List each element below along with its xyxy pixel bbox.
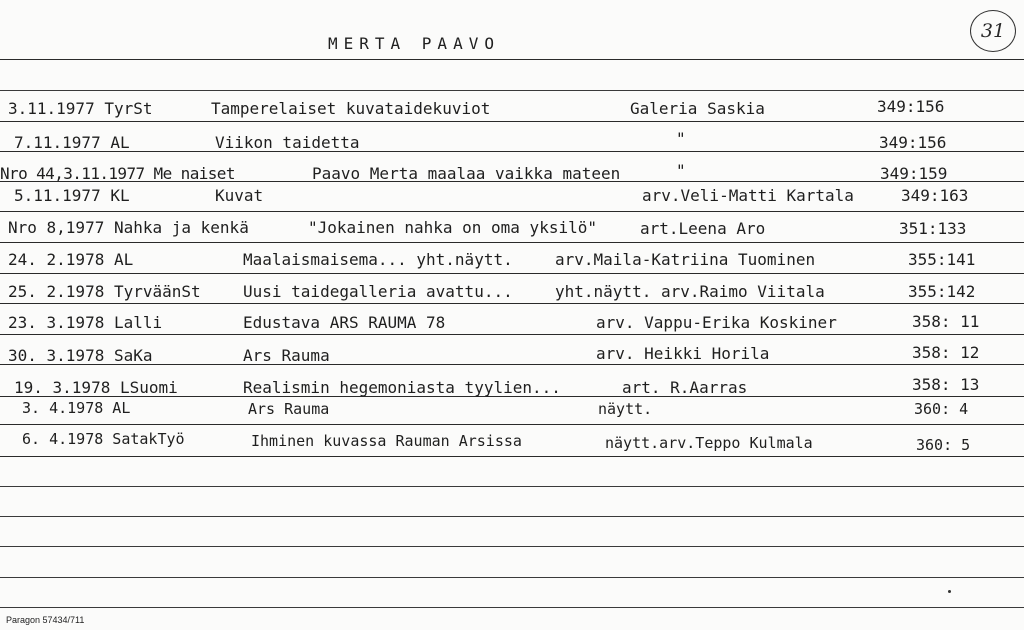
entry-date-source: 23. 3.1978 Lalli [8,313,163,332]
ruled-line [0,211,1024,212]
ruled-line [0,151,1024,152]
entry-ref: 349:163 [901,186,969,205]
entry-ref: 358: 12 [912,343,980,362]
entry-ref: 351:133 [899,219,967,238]
ink-dot [948,590,951,593]
entry-title: Ars Rauma [243,346,330,365]
entry-note: arv. Vappu-Erika Koskiner [596,313,837,332]
entry-title: Uusi taidegalleria avattu... [243,282,513,301]
ruled-line [0,242,1024,243]
entry-ref: 355:142 [908,282,976,301]
entry-ref: 355:141 [908,250,976,269]
entry-title: Kuvat [215,186,264,205]
entry-title: "Jokainen nahka on oma yksilö" [308,218,597,237]
entry-ref: 349:156 [879,133,947,152]
entry-note: " [676,129,686,148]
entry-title: Edustava ARS RAUMA 78 [243,313,446,332]
entry-date-source: 19. 3.1978 LSuomi [14,378,178,397]
entry-note: arv.Veli-Matti Kartala [642,186,854,205]
ruled-line [0,303,1024,304]
entry-ref: 349:156 [877,97,945,116]
ruled-line [0,516,1024,517]
entry-title: Ars Rauma [248,400,330,418]
card-title: MERTA PAAVO [328,34,500,53]
entry-ref: 358: 13 [912,375,980,394]
ruled-line [0,577,1024,578]
printer-mark: Paragon 57434/711 [6,615,85,625]
ruled-line [0,273,1024,274]
entry-title: Paavo Merta maalaa vaikka mateen [312,164,621,183]
entry-date-source: 3. 4.1978 AL [22,399,131,417]
ruled-line [0,607,1024,608]
entry-date-source: 3.11.1977 TyrSt [8,99,153,118]
entry-date-source: Nro 8,1977 Nahka ja kenkä [8,218,249,237]
entry-note: näytt.arv.Teppo Kulmala [605,434,813,452]
entry-date-source: 7.11.1977 AL [14,133,130,152]
ruled-line [0,334,1024,335]
entry-ref: 360: 5 [916,436,971,454]
ruled-line [0,546,1024,547]
ruled-line [0,486,1024,487]
entry-note: art.Leena Aro [640,219,766,238]
entry-title: Ihminen kuvassa Rauman Arsissa [251,432,522,450]
entry-date-source: 5.11.1977 KL [14,186,130,205]
ruled-line [0,364,1024,365]
entry-note: " [676,161,686,180]
entry-note: art. R.Aarras [622,378,748,397]
entry-ref: 358: 11 [912,312,980,331]
entry-note: Galeria Saskia [630,99,765,118]
page-number-circle [970,10,1016,52]
entry-ref: 360: 4 [914,400,969,418]
entry-note: näytt. [598,400,653,418]
entry-ref: 349:159 [880,164,948,183]
ruled-line [0,456,1024,457]
entry-title: Maalaismaisema... yht.näytt. [243,250,513,269]
entry-note: yht.näytt. arv.Raimo Viitala [555,282,825,301]
entry-note: arv. Heikki Horila [596,344,770,363]
entry-date-source: Nro 44,3.11.1977 Me naiset [0,164,235,183]
entry-date-source: 6. 4.1978 SatakTyö [22,430,185,448]
entry-title: Realismin hegemoniasta tyylien... [243,378,561,397]
ruled-line [0,90,1024,91]
page-number: 31 [980,20,1006,42]
ruled-line [0,424,1024,425]
ruled-line [0,121,1024,122]
entry-title: Tamperelaiset kuvataidekuviot [211,99,491,118]
entry-date-source: 30. 3.1978 SaKa [8,346,153,365]
entry-note: arv.Maila-Katriina Tuominen [555,250,816,269]
entry-title: Viikon taidetta [215,133,360,152]
ruled-line [0,59,1024,60]
entry-date-source: 24. 2.1978 AL [8,250,134,269]
entry-date-source: 25. 2.1978 TyrväänSt [8,282,201,301]
